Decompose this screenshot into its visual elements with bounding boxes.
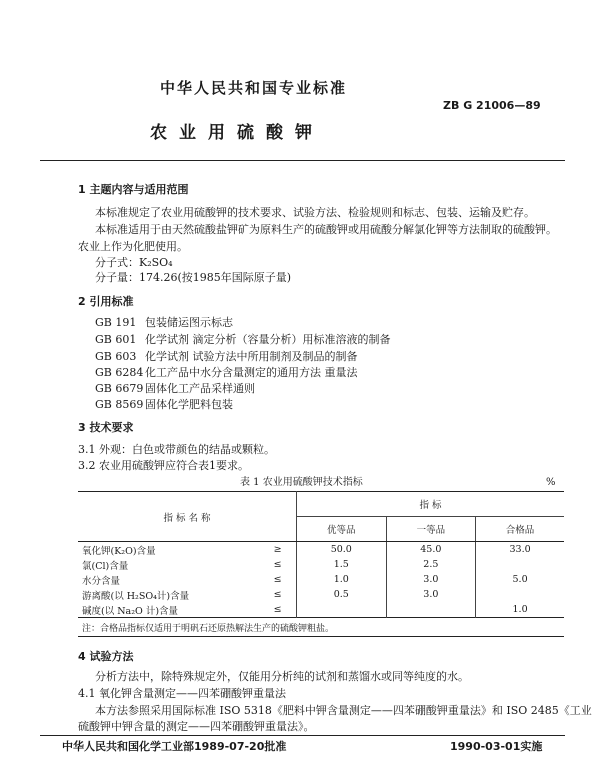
row-value: 5.0 <box>476 572 564 587</box>
table-row <box>78 602 564 618</box>
row-name: 氧化钾(K₂O)含量 <box>82 545 156 557</box>
row-value: 1.0 <box>476 602 564 618</box>
ref-item <box>95 314 233 331</box>
col-header-grade: 一等品 <box>386 517 476 542</box>
ref-item <box>95 331 391 348</box>
header-rule <box>40 160 565 161</box>
section1-heading: 1 主题内容与适用范围 <box>78 183 189 196</box>
row-operator: ≥ <box>273 544 282 555</box>
row-name: 碱度(以 Na₂O 计)含量 <box>82 605 179 617</box>
row-value: 45.0 <box>386 542 476 558</box>
ref-code: GB 191 <box>95 316 137 329</box>
row-operator: ≤ <box>273 574 282 585</box>
section1-para1: 本标准规定了农业用硫酸钾的技术要求、试验方法、检验规则和标志、包装、运输及贮存。 <box>95 206 535 219</box>
table-unit: % <box>546 477 556 488</box>
section4-para1: 分析方法中，除特殊规定外，仅能用分析纯的试剂和蒸馏水或同等纯度的水。 <box>95 670 469 683</box>
col-header-grade: 优等品 <box>297 517 387 542</box>
row-value <box>386 602 476 618</box>
ref-item <box>95 364 358 381</box>
row-value: 33.0 <box>476 542 564 558</box>
ref-title: 化学试剂 试验方法中所用制剂及制品的制备 <box>145 350 358 363</box>
ref-title: 化工产品中水分含量测定的通用方法 重量法 <box>145 366 358 379</box>
row-name: 氯(Cl)含量 <box>82 560 129 572</box>
table-row <box>78 572 564 587</box>
table-row <box>78 587 564 602</box>
row-value: 3.0 <box>386 587 476 602</box>
table-note: 注：合格品指标仅适用于明矾石还原热解法生产的硫酸钾粗盐。 <box>82 623 335 634</box>
section4-sub1-line2: 硫酸钾中钾含量的测定——四苯硼酸钾重量法》。 <box>78 720 315 733</box>
row-operator: ≤ <box>273 589 282 600</box>
section4-sub1-heading: 4.1 氧化钾含量测定——四苯硼酸钾重量法 <box>78 687 286 700</box>
row-value <box>476 557 564 572</box>
footer-rule <box>40 735 565 736</box>
ref-code: GB 603 <box>95 350 137 363</box>
row-value <box>297 602 387 618</box>
col-header-item: 指 标 名 称 <box>78 492 297 542</box>
ref-code: GB 601 <box>95 333 137 346</box>
org-title: 中华人民共和国专业标准 <box>160 79 348 97</box>
col-header-grade: 合格品 <box>476 517 564 542</box>
row-operator: ≤ <box>273 604 282 615</box>
col-header-group: 指 标 <box>297 492 565 517</box>
ref-title: 固体化学肥料包装 <box>145 398 233 411</box>
section1-para2-line2: 农业上作为化肥使用。 <box>78 240 188 253</box>
implementation-date: 1990-03-01实施 <box>450 740 543 753</box>
section3-item1: 3.1 外观：白色或带颜色的结晶或颗粒。 <box>78 443 275 456</box>
ref-item <box>95 348 358 365</box>
document-title: 农业用硫酸钾 <box>150 123 324 143</box>
molecular-weight: 分子量：174.26(按1985年国际原子量) <box>95 271 292 284</box>
row-value: 2.5 <box>386 557 476 572</box>
ref-item <box>95 380 255 397</box>
row-value: 3.0 <box>386 572 476 587</box>
section3-item2: 3.2 农业用硫酸钾应符合表1要求。 <box>78 459 249 472</box>
ref-title: 固体化工产品采样通则 <box>145 382 255 395</box>
row-value: 0.5 <box>297 587 387 602</box>
row-name: 水分含量 <box>82 575 121 587</box>
section1-para2-line1: 本标准适用于由天然硫酸盐钾矿为原料生产的硫酸钾或用硫酸分解氯化钾等方法制取的硫酸钾。 <box>95 223 557 236</box>
table-row <box>78 542 564 558</box>
spec-table <box>78 491 564 637</box>
section3-heading: 3 技术要求 <box>78 421 134 434</box>
standard-number: ZB G 21006—89 <box>443 99 541 112</box>
row-value: 1.0 <box>297 572 387 587</box>
section4-heading: 4 试验方法 <box>78 650 134 663</box>
table-caption: 表 1 农业用硫酸钾技术指标 <box>240 477 363 488</box>
row-operator: ≤ <box>273 559 282 570</box>
ref-title: 化学试剂 滴定分析（容量分析）用标准溶液的制备 <box>145 333 391 346</box>
row-value <box>476 587 564 602</box>
ref-item <box>95 396 233 413</box>
approval-line: 中华人民共和国化学工业部1989-07-20批准 <box>62 740 287 753</box>
ref-title: 包装储运图示标志 <box>145 316 233 329</box>
row-name: 游离酸(以 H₂SO₄计)含量 <box>82 590 190 602</box>
row-value: 50.0 <box>297 542 387 558</box>
row-value: 1.5 <box>297 557 387 572</box>
ref-code: GB 8569 <box>95 398 144 411</box>
ref-code: GB 6679 <box>95 382 144 395</box>
section2-heading: 2 引用标准 <box>78 295 134 308</box>
section4-sub1-line1: 本方法参照采用国际标准 ISO 5318《肥料中钾含量测定——四苯硼酸钾重量法》和 ISO 2485《工业 <box>95 704 592 717</box>
molecular-formula: 分子式：K₂SO₄ <box>95 256 173 269</box>
ref-code: GB 6284 <box>95 366 144 379</box>
table-row <box>78 557 564 572</box>
